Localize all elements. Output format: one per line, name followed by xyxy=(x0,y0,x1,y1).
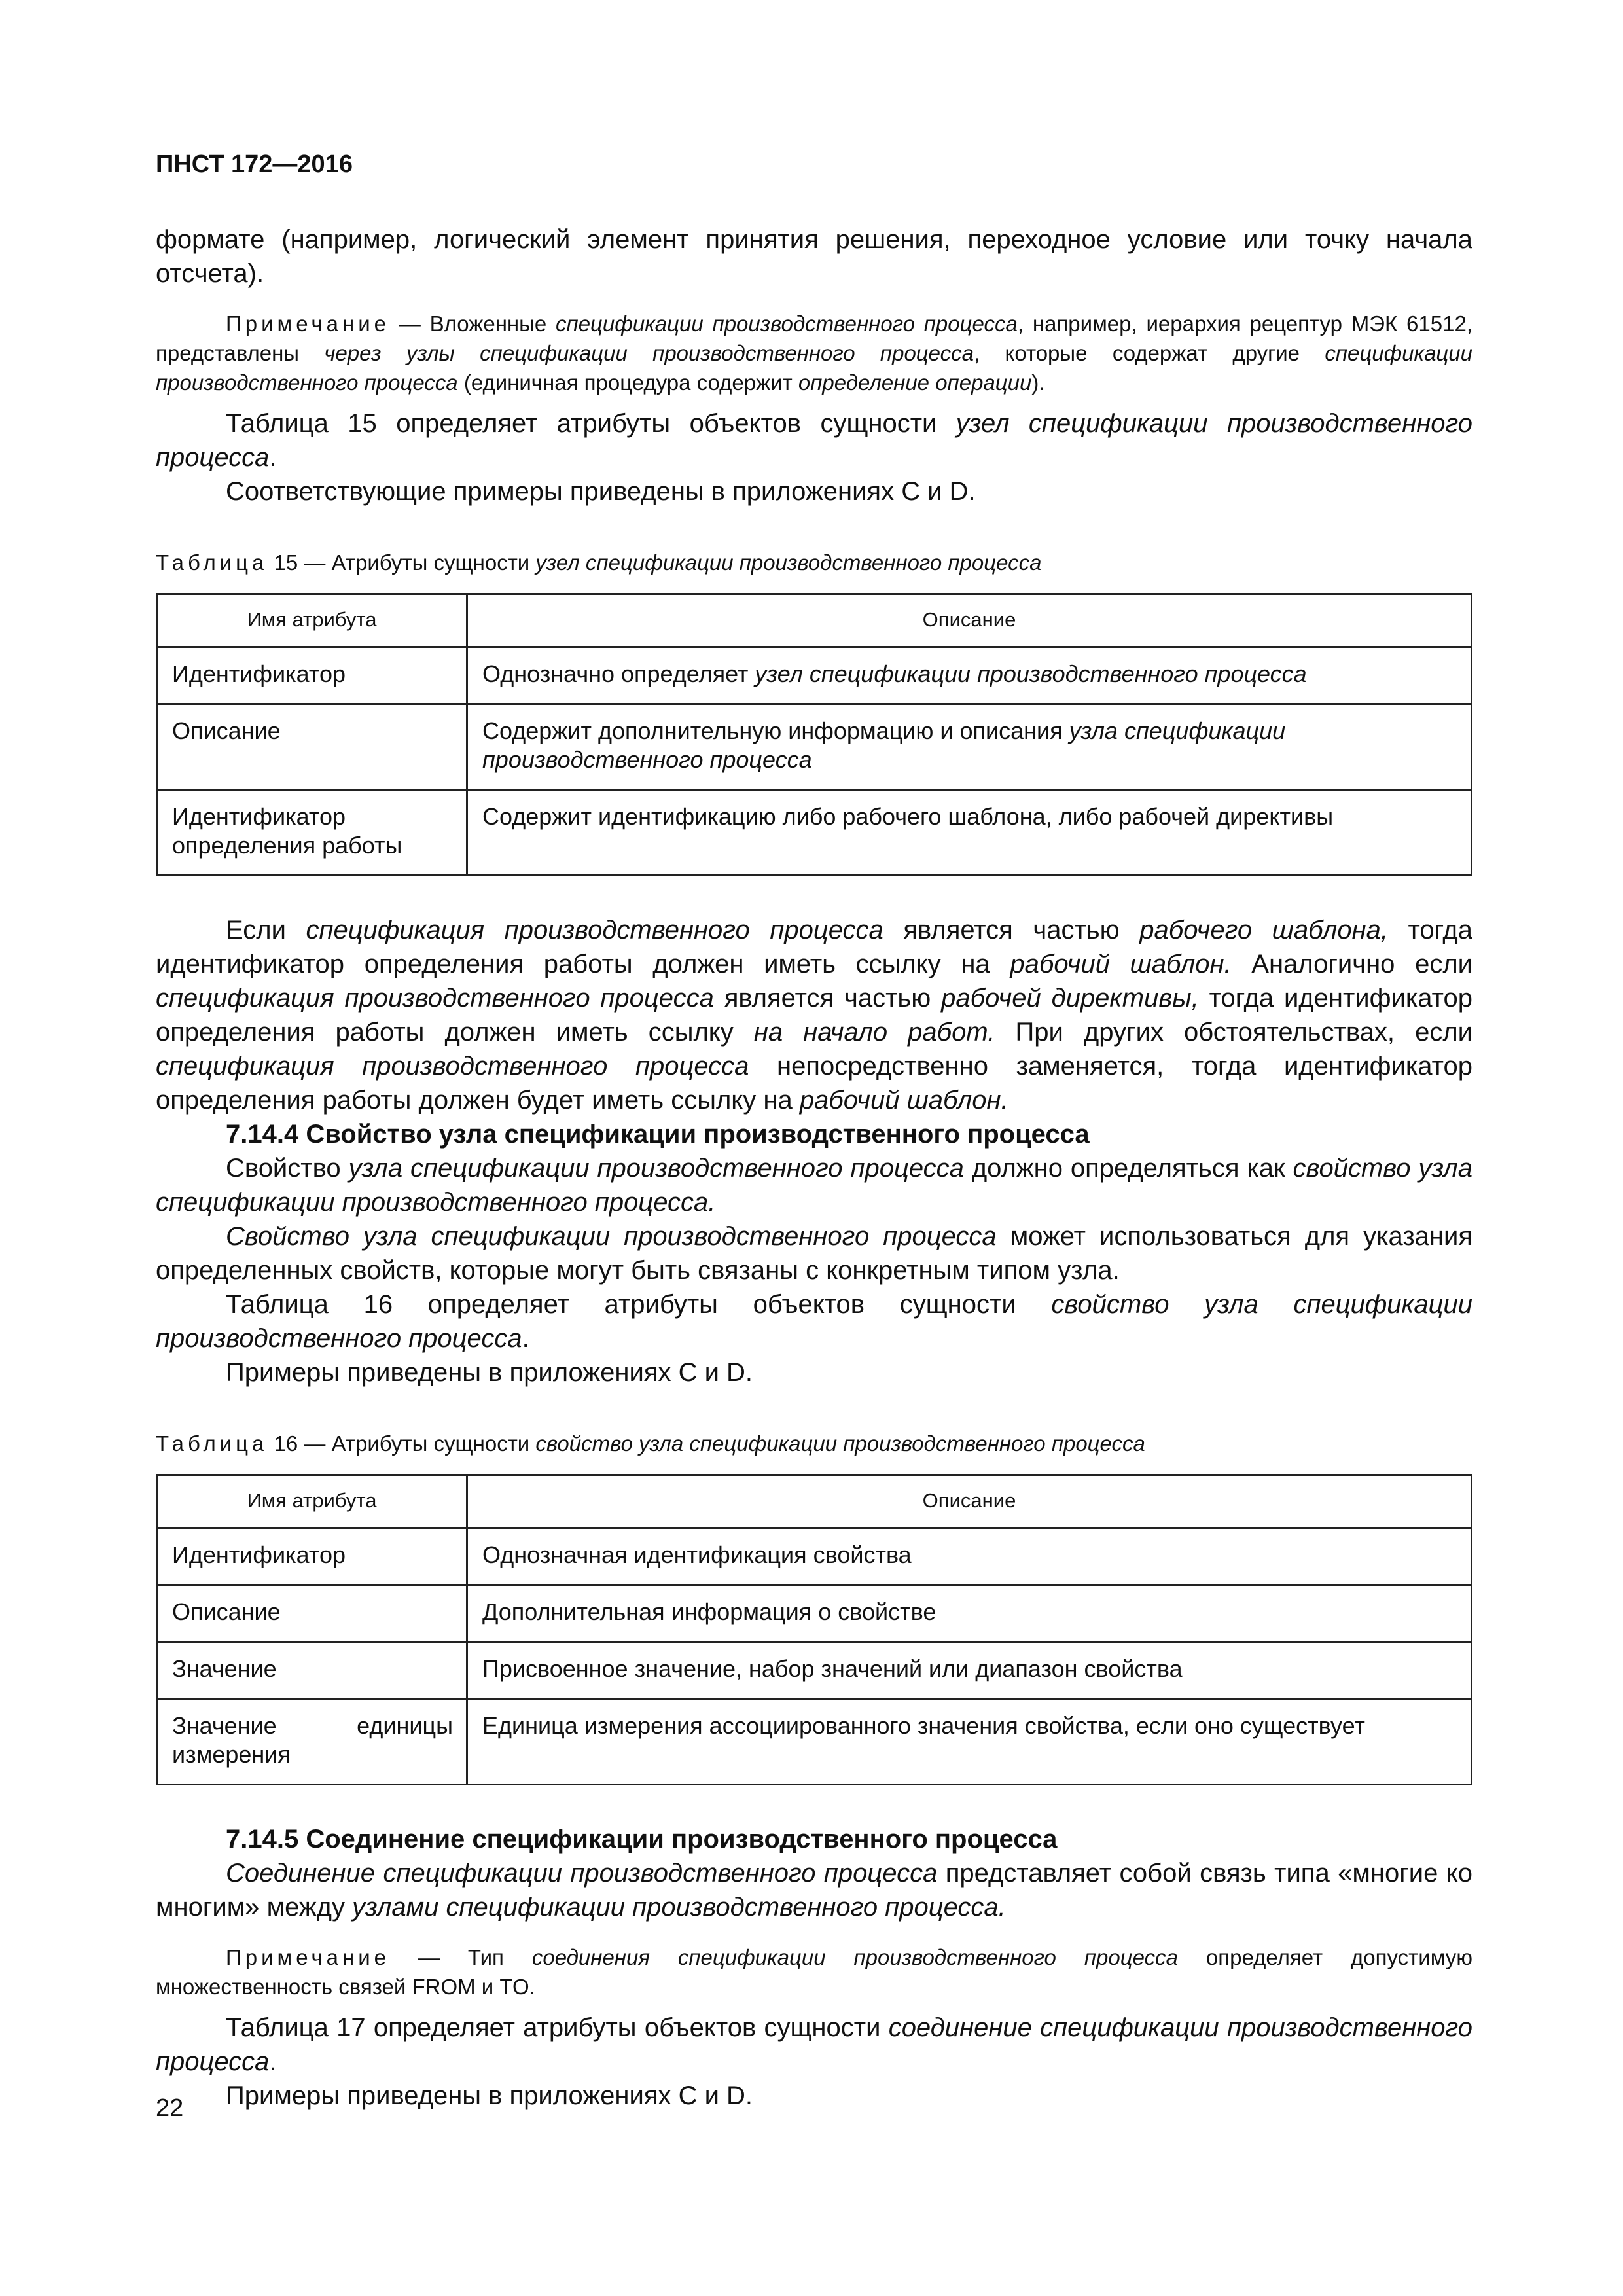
table-row xyxy=(157,647,1472,704)
table-16 xyxy=(156,1474,1472,1785)
attribute-description: Присвоенное значение, набор значений или диапазон свойства xyxy=(467,1642,1472,1699)
attribute-name: Значение xyxy=(157,1642,467,1699)
table-header-row xyxy=(157,594,1472,647)
paragraph-property-2: Свойство узла спецификации производственного процесса может использоваться для указания определенных свойств, которые могут быть связаны с конкретным типом узла. xyxy=(156,1222,1472,1285)
table-row xyxy=(157,704,1472,790)
attribute-name: Идентификатор xyxy=(157,647,467,704)
column-header: Имя атрибута xyxy=(157,594,467,647)
column-header: Описание xyxy=(467,1475,1472,1528)
section-heading-7-14-4: 7.14.4 Свойство узла спецификации производственного процесса xyxy=(226,1120,1090,1149)
note-label: Примечание xyxy=(226,312,391,336)
intro-paragraph: формате (например, логический элемент принятия решения, переходное условие или точку начала отсчета). xyxy=(156,225,1472,288)
table-row xyxy=(157,1528,1472,1585)
document-header: ПНСТ 172—2016 xyxy=(156,151,353,178)
column-header: Описание xyxy=(467,594,1472,647)
paragraph-examples-2: Примеры приведены в приложениях C и D. xyxy=(226,1358,753,1387)
page-content xyxy=(156,223,1472,2113)
table-row xyxy=(157,1642,1472,1699)
attribute-description: Однозначно определяет узел спецификации производственного процесса xyxy=(467,647,1472,704)
attribute-name: Значение единицы измерения xyxy=(157,1699,467,1785)
page-number: 22 xyxy=(156,2094,184,2122)
paragraph-property-1: Свойство узла спецификации производственного процесса должно определяться как свойство узла спецификации производственного процесса. xyxy=(156,1154,1472,1217)
column-header: Имя атрибута xyxy=(157,1475,467,1528)
paragraph-work-definition: Если спецификация производственного процесса является частью рабочего шаблона, тогда идентификатор определения работы должен иметь ссылку на рабочий шаблон. Аналогично если спецификация производственного процесса является частью рабочей директивы, тогда идентификатор определения работы должен иметь ссылку на начало работ. При других обстоятельствах, если спецификация производственного процесса непосредственно заменяется, тогда идентификатор определения работы должен будет иметь ссылку на рабочий шаблон. xyxy=(156,916,1473,1115)
attribute-description: Дополнительная информация о свойстве xyxy=(467,1585,1472,1642)
attribute-name: Идентификатор определения работы xyxy=(157,790,467,876)
table-row xyxy=(157,1585,1472,1642)
paragraph-connection: Соединение спецификации производственного процесса представляет собой связь типа «многие ко многим» между узлами спецификации производственного процесса. xyxy=(156,1859,1473,1922)
attribute-description: Содержит дополнительную информацию и описания узла спецификации производственного процесса xyxy=(467,704,1472,790)
attribute-name: Описание xyxy=(157,1585,467,1642)
table16-caption: Таблица 16 — Атрибуты сущности свойство узла спецификации производственного процесса xyxy=(156,1431,1145,1456)
note-2: Примечание — Тип соединения спецификации производственного процесса определяет допустимую множественность связей FROM и TO. xyxy=(156,1945,1472,1999)
table-row xyxy=(157,790,1472,876)
attribute-name: Описание xyxy=(157,704,467,790)
paragraph-table17-intro: Таблица 17 определяет атрибуты объектов сущности соединение спецификации производственного процесса. xyxy=(156,2013,1472,2076)
paragraph-examples-3: Примеры приведены в приложениях C и D. xyxy=(226,2081,753,2110)
table-row xyxy=(157,1699,1472,1785)
attribute-description: Однозначная идентификация свойства xyxy=(467,1528,1472,1585)
paragraph-table15-intro: Таблица 15 определяет атрибуты объектов сущности узел спецификации производственного процесса. xyxy=(156,409,1472,472)
table-header-row xyxy=(157,1475,1472,1528)
section-heading-7-14-5: 7.14.5 Соединение спецификации производственного процесса xyxy=(226,1825,1058,1854)
paragraph-examples-1: Соответствующие примеры приведены в приложениях C и D. xyxy=(226,477,976,506)
note-1: Примечание — Вложенные спецификации производственного процесса, например, иерархия рецептур МЭК 61512, представлены через узлы спецификации производственного процесса, которые содержат другие спецификации производственного процесса (единичная процедура содержит определение операции). xyxy=(156,312,1473,395)
attribute-name: Идентификатор xyxy=(157,1528,467,1585)
attribute-description: Единица измерения ассоциированного значения свойства, если оно существует xyxy=(467,1699,1472,1785)
note-label: Примечание xyxy=(226,1945,391,1969)
attribute-description: Содержит идентификацию либо рабочего шаблона, либо рабочей директивы xyxy=(467,790,1472,876)
paragraph-table16-intro: Таблица 16 определяет атрибуты объектов сущности свойство узла спецификации производственного процесса. xyxy=(156,1290,1472,1353)
table15-caption: Таблица 15 — Атрибуты сущности узел спецификации производственного процесса xyxy=(156,550,1042,575)
table-15 xyxy=(156,593,1472,876)
